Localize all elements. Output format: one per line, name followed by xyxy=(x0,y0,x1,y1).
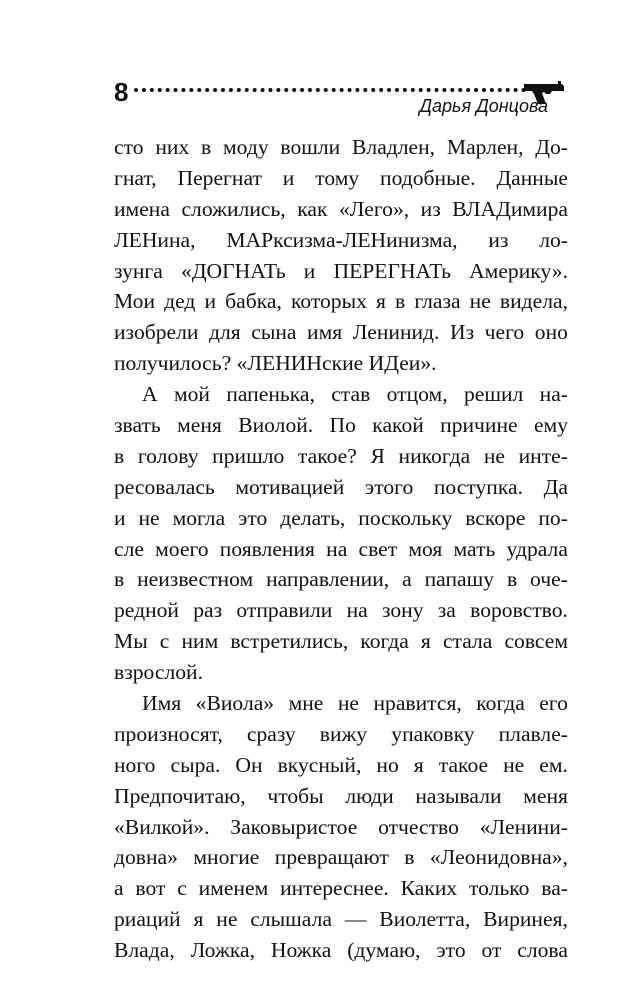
text-line: риаций я не слышала — Виолетта, Виринея, xyxy=(114,907,568,932)
text-line: а вот с именем интереснее. Каких только ва- xyxy=(114,876,568,901)
text-line: А мой папенька, став отцом, решил на- xyxy=(142,382,568,407)
text-line: Предпочитаю, чтобы люди называли меня xyxy=(114,783,568,808)
text-line: сле моего появления на свет моя мать удрала xyxy=(114,536,568,561)
text-line: Мои дед и бабка, которых я в глаза не видела, xyxy=(114,289,568,314)
text-line: Мы с ним встретились, когда я стала совсем xyxy=(114,629,568,654)
author-name: Дарья Донцова xyxy=(419,96,548,116)
text-line: изобрели для сына имя Ленинид. Из чего оно xyxy=(114,320,568,345)
text-line: получилось? «ЛЕНИНские ИДеи». xyxy=(114,351,437,376)
text-line: редной раз отправили на зону за воровство. xyxy=(114,598,568,623)
text-line: в неизвестном направлении, а папашу в оче- xyxy=(114,567,568,592)
text-line: и не могла это делать, поскольку вскоре по- xyxy=(114,505,568,530)
text-line: зунга «ДОГНАТь и ПЕРЕГНАТь Америку». xyxy=(114,258,568,283)
text-line: ЛЕНина, МАРксизма-ЛЕНинизма, из ло- xyxy=(114,227,568,252)
text-line: довна» многие превращают в «Леонидовна», xyxy=(114,845,568,870)
text-line: сто них в моду вошли Владлен, Марлен, До- xyxy=(114,135,568,159)
text-line: произносят, сразу вижу упаковку плавле- xyxy=(114,721,568,746)
page-number: 8 xyxy=(114,77,129,107)
text-line: Имя «Виола» мне не нравится, когда его xyxy=(142,691,568,716)
text-line: гнат, Перегнат и тому подобные. Данные xyxy=(114,165,568,190)
text-line: взрослой. xyxy=(114,660,203,685)
text-line: ного сыра. Он вкусный, но я такое не ем. xyxy=(114,752,568,777)
text-line: «Вилкой». Заковыристое отчество «Ленини- xyxy=(114,814,568,839)
body-text xyxy=(114,132,568,966)
text-line: в голову пришло такое? Я никогда не инте- xyxy=(114,443,568,468)
text-line: ресовалась мотивацией этого поступка. Да xyxy=(114,474,568,499)
text-line: звать меня Виолой. По какой причине ему xyxy=(114,413,568,438)
text-line: Влада, Ложка, Ножка (думаю, это от слова xyxy=(114,938,568,963)
text-line: имена сложились, как «Лего», из ВЛАДимира xyxy=(114,196,568,221)
dotted-rule xyxy=(134,88,526,92)
